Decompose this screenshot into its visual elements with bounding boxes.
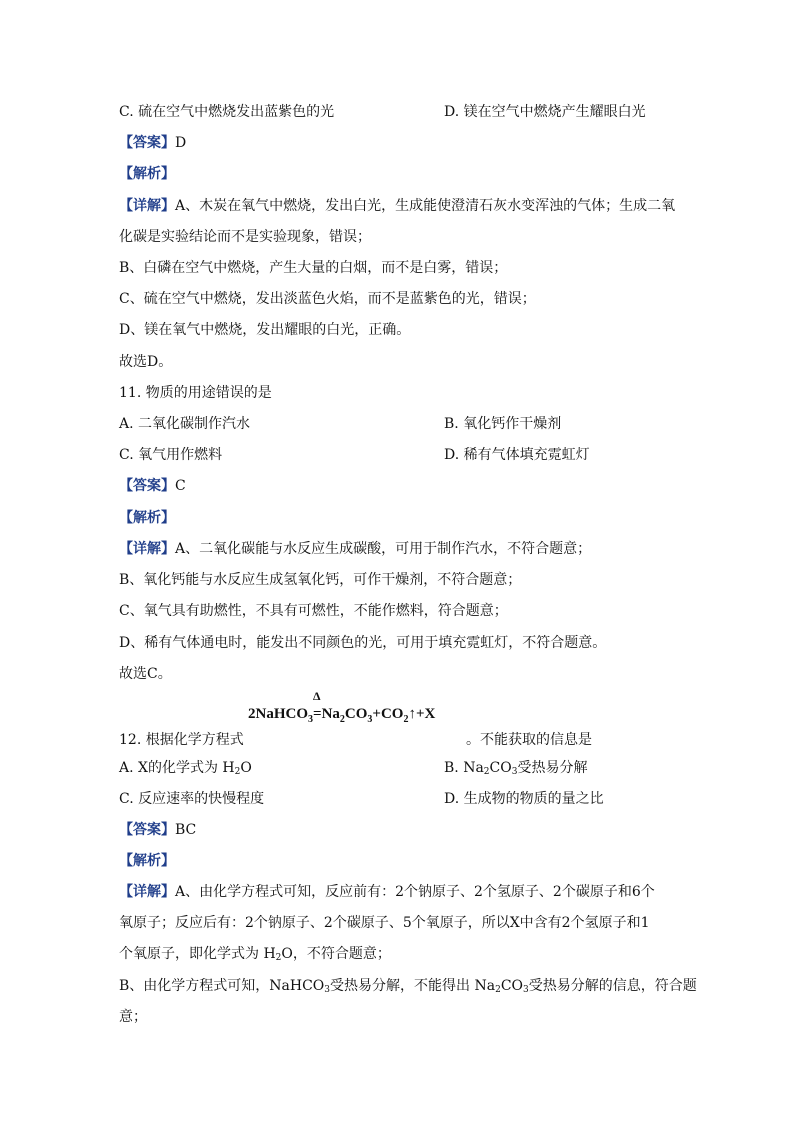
q12-detail-line3 <box>119 944 391 968</box>
answer-value: BC <box>175 822 197 838</box>
q10-detail-line2: 化碳是实验结论而不是实验现象，错误； <box>119 229 371 245</box>
q10-option-d: D. 镁在空气中燃烧产生耀眼白光 <box>444 104 646 120</box>
q10-detail-line1 <box>119 196 675 216</box>
q11-detail-line4: D、稀有气体通电时，能发出不同颜色的光，可用于填充霓虹灯，不符合题意。 <box>119 635 607 651</box>
answer-label: 【答案】 <box>119 822 175 838</box>
eq-heat-sign <box>313 689 322 726</box>
q12-detail-line4 <box>119 976 697 1000</box>
detail-text: O，不符合题意； <box>281 946 391 962</box>
subscript: 3 <box>511 767 518 777</box>
option-text: CO <box>489 760 512 776</box>
detail-label: 【详解】 <box>119 541 175 557</box>
q11-option-b: B. 氧化钙作干燥剂 <box>444 416 562 432</box>
detail-label: 【详解】 <box>119 884 175 900</box>
q12-stem-left: 12. 根据化学方程式 <box>119 732 244 748</box>
q12-option-d: D. 生成物的物质的量之比 <box>444 791 604 807</box>
eq-subscript: 2 <box>339 714 345 725</box>
eq-term: Na <box>321 706 340 722</box>
detail-text: B、由化学方程式可知，NaHCO <box>119 978 325 994</box>
detail-text: A、二氧化碳能与水反应生成碳酸，可用于制作汽水，不符合题意； <box>175 541 592 557</box>
q12-detail-line5: 意； <box>119 1009 147 1025</box>
answer-label: 【答案】 <box>119 135 175 151</box>
q11-option-c: C. 氧气用作燃料 <box>119 447 223 463</box>
q10-detail-line4: C、硫在空气中燃烧，发出淡蓝色火焰，而不是蓝紫色的光，错误； <box>119 291 536 307</box>
chemical-equation <box>248 689 436 732</box>
q11-detail-line1 <box>119 539 591 559</box>
q10-conclusion: 故选D。 <box>119 354 173 370</box>
q11-analysis-label: 【解析】 <box>119 510 175 526</box>
subscript: 3 <box>324 985 331 995</box>
option-text: O <box>240 760 252 776</box>
eq-subscript: 3 <box>308 714 313 725</box>
detail-text: CO <box>500 978 524 994</box>
option-text: B. Na <box>444 760 484 776</box>
eq-term: +CO <box>372 706 404 722</box>
q12-answer <box>119 820 196 840</box>
answer-label: 【答案】 <box>119 478 175 494</box>
q11-stem: 11. 物质的用途错误的是 <box>119 385 272 401</box>
eq-equals: = <box>313 706 322 722</box>
delta-icon: Δ <box>313 689 321 703</box>
subscript: 2 <box>495 985 501 995</box>
q10-answer <box>119 133 186 153</box>
detail-text: A、由化学方程式可知，反应前有：2个钠原子、2个氢原子、2个碳原子和6个 <box>175 884 655 900</box>
eq-term: 2NaHCO <box>248 706 308 722</box>
q10-option-c: C. 硫在空气中燃烧发出蓝紫色的光 <box>119 104 335 120</box>
eq-subscript: 2 <box>403 714 409 725</box>
q10-analysis-label: 【解析】 <box>119 166 175 182</box>
subscript: 2 <box>483 767 490 777</box>
q12-detail-line1 <box>119 882 655 902</box>
q10-detail-line5: D、镁在氧气中燃烧，发出耀眼的白光，正确。 <box>119 322 411 338</box>
eq-subscript: 3 <box>367 714 373 725</box>
q12-option-c: C. 反应速率的快慢程度 <box>119 791 265 807</box>
q10-detail-line3: B、白磷在空气中燃烧，产生大量的白烟，而不是白雾，错误； <box>119 260 508 276</box>
detail-text: 个氧原子，即化学式为 H <box>119 946 276 962</box>
q12-option-a <box>119 758 252 782</box>
subscript: 3 <box>523 985 529 995</box>
q12-analysis-label: 【解析】 <box>119 853 175 869</box>
q11-option-a: A. 二氧化碳制作汽水 <box>119 416 251 432</box>
eq-term: CO <box>344 706 368 722</box>
eq-term: ↑+X <box>408 706 436 722</box>
subscript: 2 <box>234 767 241 777</box>
q11-conclusion: 故选C。 <box>119 666 172 682</box>
detail-text: 受热易分解的信息，符合题 <box>528 978 697 994</box>
q12-detail-line2: 氧原子；反应后有：2个钠原子、2个碳原子、5个氧原子，所以X中含有2个氢原子和1 <box>119 915 650 931</box>
subscript: 2 <box>275 953 282 963</box>
q11-detail-line2: B、氧化钙能与水反应生成氢氧化钙，可作干燥剂，不符合题意； <box>119 572 522 588</box>
option-text: A. X的化学式为 H <box>119 760 235 776</box>
detail-text: 受热易分解，不能得出 Na <box>330 978 496 994</box>
q12-stem-right: 。不能获取的信息是 <box>466 732 592 748</box>
q12-option-b <box>444 758 587 782</box>
q11-answer <box>119 476 186 496</box>
option-text: 受热易分解 <box>517 760 588 776</box>
q11-option-d: D. 稀有气体填充霓虹灯 <box>444 447 590 463</box>
detail-text: A、木炭在氧气中燃烧，发出白光，生成能使澄清石灰水变浑浊的气体；生成二氧 <box>175 198 676 214</box>
answer-value: D <box>175 135 187 151</box>
answer-value: C <box>175 478 186 494</box>
q11-detail-line3: C、氧气具有助燃性，不具有可燃性，不能作燃料，符合题意； <box>119 603 508 619</box>
detail-label: 【详解】 <box>119 198 175 214</box>
